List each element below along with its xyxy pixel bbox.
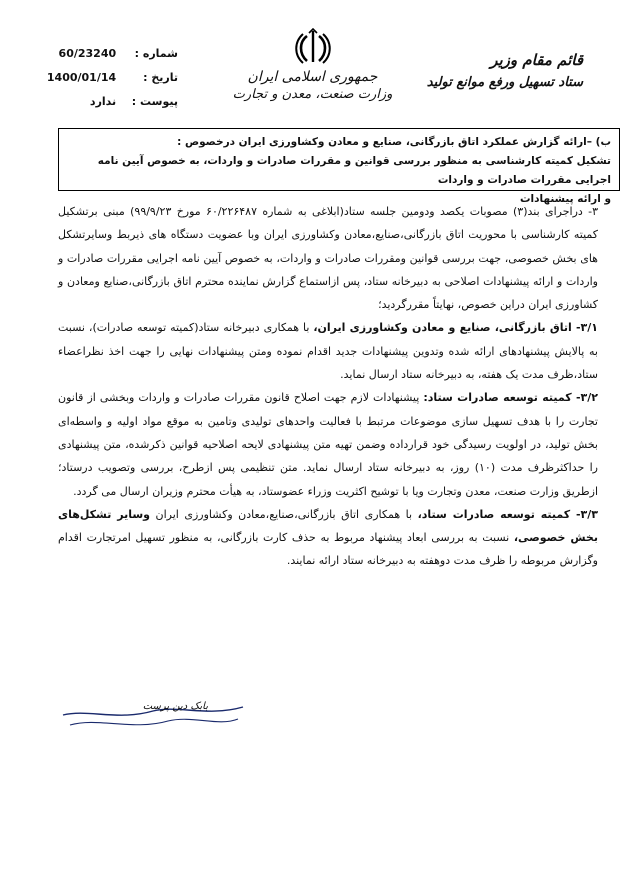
meta-date <box>46 66 178 90</box>
paragraph-3-3-text: نسبت به بررسی ابعاد پیشنهاد مربوط به حذف کارت بازرگانی، به منظور تسهیل امرتجارت اقدام وگزارش مربوطه را ظرف مدت دوهفته به دبیرخانه ستاد ارائه نمایند. <box>58 531 598 568</box>
paragraph-3-2 <box>58 386 598 502</box>
subject-line-2: تشکیل کمیته کارشناسی به منظور بررسی قوانین و مقررات صادرات و واردات، به خصوص آیین نامه اجرایی مقررات صادرات و واردات <box>97 155 611 186</box>
paragraph-3-1-text: با همکاری دبیرخانه ستاد(کمیته توسعه صادرات)، نسبت به پالایش پیشنهادهای ارائه شده وتدوین پیشنهادات جدید اقدام نموده ومتن پیشنهادات نهایی را جهت اخذ نظراعضاء ستاد،ظرف مدت یک هفته، به دبیرخانه ستاد ارسال نماید. <box>58 321 598 382</box>
number-value: 60/23240 <box>58 47 117 60</box>
paragraph-3-3 <box>58 503 598 573</box>
date-value: 1400/01/14 <box>46 71 117 84</box>
paragraph-3-1 <box>58 316 598 386</box>
letter-body <box>58 200 598 573</box>
meta-number <box>58 42 178 66</box>
paragraph-3: ۳- دراجرای بند(۳) مصوبات یکصد ودومین جلسه ستاد(ابلاغی به شماره ۶۰/۲۲۶۴۸۷ مورخ ۹۹/۹/۲۳) مبنی برتشکیل کمیته کارشناسی با محوریت اتاق بازرگانی،صنایع،معادن وکشاورزی ایران وبا عضویت دستگاه های ذیربط وسایرتشکل های بخش خصوصی، جهت بررسی قوانین ومقررات صادرات و واردات، به خصوص آیین نامه اجرایی مقررات صادرات و واردات و ارائه پیشنهادات اصلاحی به دبیرخانه ستاد، پس ازاستماع گزارش نماینده محترم اتاق بازرگانی،صنایع ومعادن و کشاورزی ایران دراین خصوص، نهایتاً مقررگردید؛ <box>58 205 599 312</box>
paragraph-3-2-text: پیشنهادات لازم جهت اصلاح قانون مقررات صادرات و واردات وبخشی از قانون تجارت را با هدف تسهیل سازی موضوعات مرتبط با فعالیت واحدهای تولیدی وتامین به موقع مواد اولیه و واسطه‌ای بخش تولید، در اولویت رسیدگی خود قرارداده وضمن تهیه متن پیشنهادی لایحه اصلاحیه قوانین ذکرشده، متن پیشنهادی را حداکثرظرف مدت (۱۰) روز، به دبیرخانه ستاد ارسال نماید. متن تنظیمی پس ازطرح، بررسی وتصویب درستاد؛ ازطریق وزارت صنعت، معدن وتجارت ویا با توشیح اکثریت وزراء عضوستاد، به هیأت محترم وزیران ارسال می گردد. <box>58 391 598 498</box>
letter-meta <box>46 42 178 114</box>
iran-emblem-icon <box>293 28 333 66</box>
ministry-name: وزارت صنعت، معدن و تجارت <box>232 87 393 102</box>
signature-block <box>58 695 248 740</box>
minister-title: قائم مقام وزیر <box>490 51 583 69</box>
paragraph-3-2-heading: ۳/۲- کمیته توسعه صادرات ستاد: <box>423 391 598 405</box>
attachment-label: پیوست : <box>131 95 178 108</box>
signatory-name: بابک دین پرست <box>142 701 208 712</box>
signatory-title-block <box>413 48 583 94</box>
number-label: شماره : <box>134 47 178 60</box>
date-label: تاریخ : <box>143 71 178 84</box>
subject-box <box>58 128 620 205</box>
attachment-value: ندارد <box>89 95 117 108</box>
meta-attachment <box>58 90 178 114</box>
paragraph-3-3-bold: وسایر تشکل‌های بخش خصوصی، <box>58 507 598 545</box>
paragraph-3-1-heading: ۳/۱- اتاق بازرگانی، صنایع و معادن وکشاورزی ایران، <box>313 321 598 335</box>
subject-line-1: ب) –ارائه گزارش عملکرد اتاق بازرگانی، صنایع و معادن وکشاورزی ایران درخصوص : <box>177 136 611 148</box>
organization-title: ستاد تسهیل ورفع موانع تولید <box>426 75 583 90</box>
paragraph-3-3-mid: با همکاری اتاق بازرگانی،صنایع،معادن وکشاورزی ایران <box>150 507 418 521</box>
country-name: جمهوری اسلامی ایران <box>247 69 378 85</box>
paragraph-3-3-heading: ۳/۳- کمیته توسعه صادرات ستاد، <box>417 507 598 521</box>
letterhead <box>225 28 400 104</box>
subject-line-3: و ارائه پیشنهادات <box>519 193 611 205</box>
